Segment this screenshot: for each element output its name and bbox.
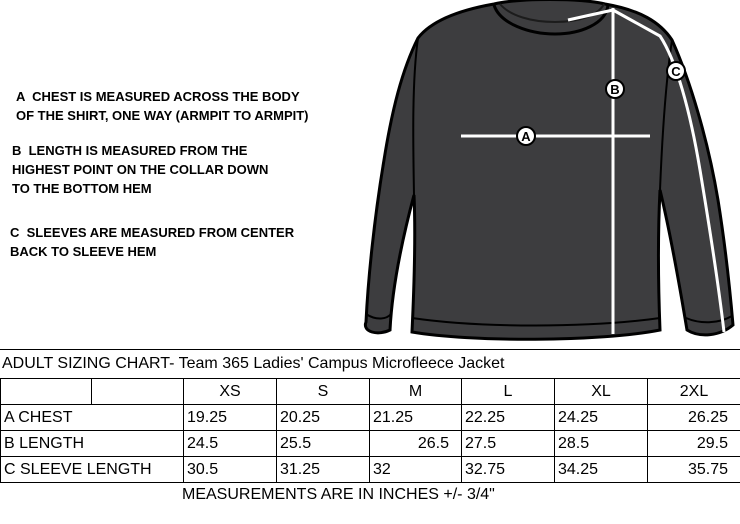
sleeve-instruction-line-2: BACK TO SLEEVE HEM (10, 242, 294, 261)
table-cell: 19.25 (184, 405, 277, 431)
marker-b-label: B (610, 82, 619, 97)
table-cell: 35.75 (648, 457, 740, 483)
table-header-row (1, 379, 740, 405)
chest-instruction (16, 87, 309, 125)
size-header-xl: XL (555, 379, 648, 405)
size-table (0, 378, 740, 483)
size-header-2xl: 2XL (648, 379, 740, 405)
marker-c-label: C (671, 64, 681, 79)
table-cell: 25.5 (277, 431, 370, 457)
table-cell: 22.25 (462, 405, 555, 431)
table-row (1, 405, 740, 431)
size-header-s: S (277, 379, 370, 405)
row-label-sleeve: C SLEEVE LENGTH (1, 457, 184, 483)
row-label-chest: A CHEST (1, 405, 184, 431)
sizing-chart (0, 349, 740, 524)
chest-instruction-line-1: A CHEST IS MEASURED ACROSS THE BODY (16, 87, 309, 106)
sleeve-instruction-line-1: C SLEEVES ARE MEASURED FROM CENTER (10, 223, 294, 242)
table-cell: 32 (370, 457, 462, 483)
table-cell: 26.5 (370, 431, 462, 457)
table-cell: 20.25 (277, 405, 370, 431)
length-instruction (12, 141, 268, 198)
table-row (1, 431, 740, 457)
measurement-footnote: MEASUREMENTS ARE IN INCHES +/- 3/4" (0, 483, 740, 507)
table-cell: 24.5 (184, 431, 277, 457)
length-instruction-line-1: B LENGTH IS MEASURED FROM THE (12, 141, 268, 160)
sleeve-instruction (10, 223, 294, 261)
marker-a (517, 127, 535, 145)
table-cell: 32.75 (462, 457, 555, 483)
table-cell: 28.5 (555, 431, 648, 457)
header-blank-cell (1, 379, 92, 405)
marker-c (667, 62, 685, 80)
shirt-body (365, 0, 733, 339)
table-cell: 31.25 (277, 457, 370, 483)
length-instruction-line-2: HIGHEST POINT ON THE COLLAR DOWN (12, 160, 268, 179)
chest-instruction-line-2: OF THE SHIRT, ONE WAY (ARMPIT TO ARMPIT) (16, 106, 309, 125)
chart-title: ADULT SIZING CHART- Team 365 Ladies' Campus Microfleece Jacket (0, 350, 740, 378)
shirt-diagram (355, 0, 740, 346)
size-header-xs: XS (184, 379, 277, 405)
table-cell: 26.25 (648, 405, 740, 431)
table-cell: 21.25 (370, 405, 462, 431)
size-header-l: L (462, 379, 555, 405)
header-blank-cell (92, 379, 184, 405)
table-cell: 24.25 (555, 405, 648, 431)
table-cell: 27.5 (462, 431, 555, 457)
marker-a-label: A (521, 129, 531, 144)
size-header-m: M (370, 379, 462, 405)
table-cell: 34.25 (555, 457, 648, 483)
table-cell: 29.5 (648, 431, 740, 457)
length-instruction-line-3: TO THE BOTTOM HEM (12, 179, 268, 198)
marker-b (606, 80, 624, 98)
table-row (1, 457, 740, 483)
row-label-length: B LENGTH (1, 431, 184, 457)
table-cell: 30.5 (184, 457, 277, 483)
